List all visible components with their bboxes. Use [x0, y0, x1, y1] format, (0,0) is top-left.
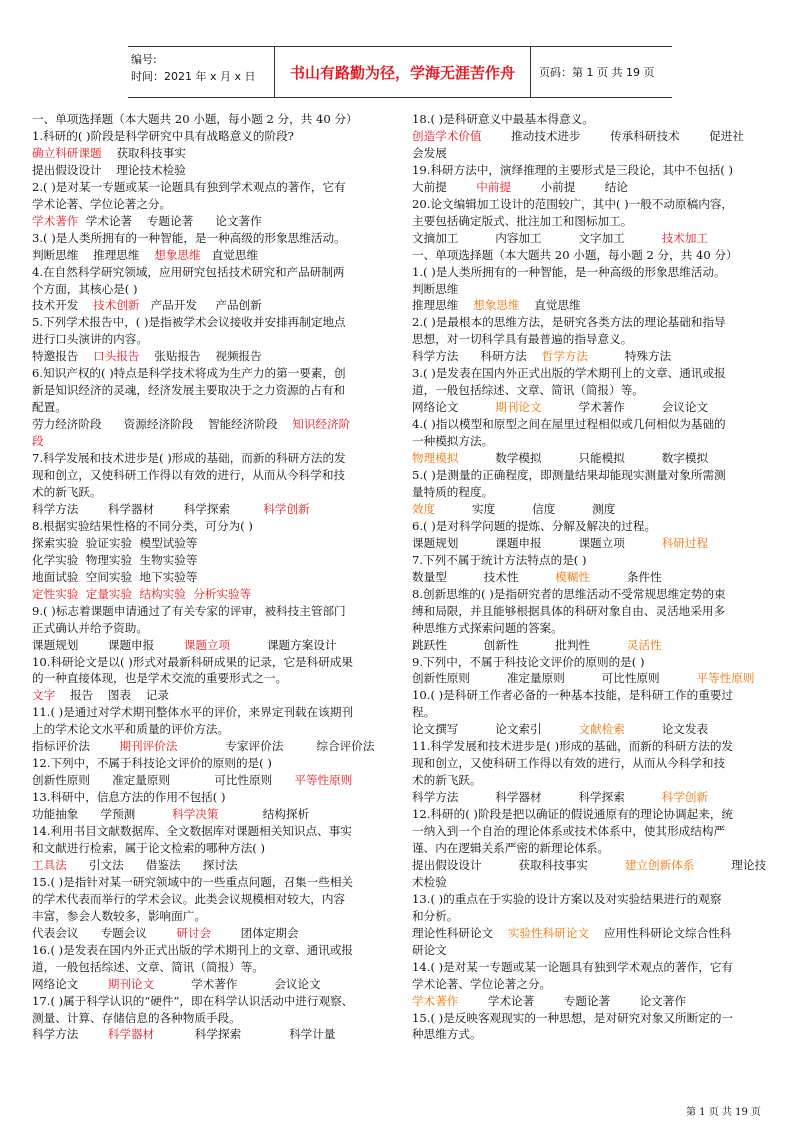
- text-line: 进行口头演讲的内容。: [32, 332, 148, 347]
- text-line: 1.科研的( )阶段是科学研究中具有战略意义的阶段?: [32, 128, 294, 143]
- text-line: 18.( )是科研意义中最基本得意义。: [412, 112, 594, 126]
- text-line: 缚和局限，并且能够根据具体的科研对象自由、灵活地采用多: [412, 603, 726, 618]
- text-line: 4.( )指以模型和原型之间在屋里过程相似或几何相似为基础的: [412, 417, 726, 432]
- text-line: 指标评价法 期刊评价法 专家评价法 综合评价法: [32, 739, 375, 754]
- text-line: 科学方法 科研方法 哲学方法 特殊方法: [412, 349, 672, 364]
- text-line: 一、单项选择题（本大题共 20 小题，每小题 2 分，共 40 分）: [412, 247, 738, 262]
- answer-highlight: 技术创新: [93, 298, 140, 313]
- text-line: 一纳入到一个自治的理论体系或技术体系中，使其形成结构严: [412, 824, 726, 839]
- header-motto: 书山有路勤为径，学海无涯苦作舟: [275, 47, 531, 97]
- text-line: 数量型 技术性 模糊性 条件性: [412, 569, 662, 584]
- answer-highlight: 期刊评价法: [119, 739, 178, 754]
- text-line: 功能抽象 学预测 科学决策 结构探析: [32, 807, 310, 822]
- text-line: 6.知识产权的( )特点是科学技术将成为生产力的第一要素，创: [32, 366, 346, 381]
- left-column: [32, 111, 399, 1043]
- text-line: 文摘加工 内容加工 文字加工 技术加工: [412, 230, 709, 245]
- answer-highlight: 期刊论文: [107, 976, 155, 991]
- text-line: 3.( )是人类所拥有的一种智能，是一种高级的形象思维活动。: [32, 230, 346, 245]
- text-line: 2.( )是最根本的思维方法，是研究各类方法的理论基础和指导: [412, 315, 726, 330]
- text-line: 劳力经济阶段 资源经济阶段 智能经济阶段 知识经济阶: [32, 417, 351, 432]
- text-line: 12.下列中，不属于科技论文评价的原则的是( ): [32, 756, 272, 771]
- text-line: 提出假设设计 获取科技事实 建立创新体系 理论技: [412, 857, 767, 872]
- text-line: 创新性原则 准定量原则 可比性原则 平等性原则: [32, 773, 353, 788]
- text-line: 一、单项选择题（本大题共 20 小题，每小题 2 分，共 40 分）: [32, 112, 358, 126]
- answer-highlight: 建立创新体系: [624, 857, 695, 872]
- answer-highlight: 知识经济阶: [292, 417, 351, 432]
- text-line: 8.创新思维的( )是指研究者的思维活动不受常规思维定势的束: [412, 586, 726, 601]
- answer-highlight: 物理模拟: [412, 451, 459, 466]
- text-line: [32, 586, 399, 603]
- text-line: 学术论著、学位论著之分。: [412, 976, 552, 991]
- text-line: 7.科学发展和技术进步是( )形成的基础，而新的科研方法的发: [32, 451, 346, 466]
- answer-highlight: 定性实验 定量实验 结构实验 分析实验等: [32, 586, 252, 601]
- text-line: 科学方法 科学器材 科学探索 科学计量: [32, 1027, 336, 1042]
- header-meta: [128, 47, 275, 97]
- text-line: 14.利用书目文献数据库、全文数据库对课题相关知识点、事实: [32, 824, 352, 839]
- answer-highlight: 科研过程: [661, 535, 709, 550]
- text-line: 一种模拟方法。: [412, 434, 494, 449]
- text-line: 的学术代表而举行的学术会议。此类会议规模相对较大，内容: [32, 891, 346, 906]
- text-line: 地面试验 空间实验 地下实验等: [32, 569, 198, 584]
- text-line: 7.下列不属于统计方法特点的是( ): [412, 552, 587, 567]
- text-line: 的一种直接体现，也是学术交流的重要形式之一。: [32, 671, 288, 686]
- text-line: 道，一般包括综述、文章、简讯（简报）等。: [412, 383, 644, 398]
- text-line: 16.( )是发表在国内外正式出版的学术期刊上的文章、通讯或报: [32, 942, 354, 957]
- text-line: 术的新飞跃。: [32, 484, 102, 499]
- text-line: 11.科学发展和技术进步是( )形成的基础，而新的科研方法的发: [412, 739, 734, 754]
- text-line: 20.论文编辑加工设计的范围较广，其中( )一般不动原稿内容，: [412, 196, 734, 211]
- answer-highlight: 想象思维: [154, 247, 201, 262]
- text-line: 术的新飞跃。: [412, 773, 482, 788]
- text-line: 17.( )属于科学认识的“硬件”，即在科学认识活动中进行观察、: [32, 993, 354, 1008]
- text-line: 11.( )是通过对学术期刊整体水平的评价，来界定刊载在该期刊: [32, 705, 354, 720]
- text-line: 判断思维: [412, 281, 459, 296]
- answer-highlight: 平等性原则: [294, 773, 353, 788]
- text-line: 9.下列中，不属于科技论文评价的原则的是( ): [412, 654, 645, 669]
- text-line: 丰富，参会人数较多，影响面广。: [32, 908, 206, 923]
- text-line: 13.( )的重点在于实验的设计方案以及对实验结果进行的观察: [412, 891, 722, 906]
- answer-highlight: 技术加工: [661, 230, 709, 245]
- text-line: 配置。: [32, 400, 67, 415]
- text-line: 5.( )是测量的正确程度，即测量结果却能现实测量对象所需测: [412, 468, 726, 483]
- answer-highlight: 段: [32, 434, 44, 449]
- text-line: 谨、内在逻辑关系严密的新理论体系。: [412, 840, 610, 855]
- text-line: 化学实验 物理实验 生物实验等: [32, 552, 198, 567]
- answer-highlight: 科学器材: [107, 1027, 155, 1042]
- answer-highlight: 科学创新: [263, 501, 310, 516]
- text-line: 学术论著、学位论著之分。: [32, 196, 172, 211]
- text-line: 个方面，其核心是( ): [32, 281, 138, 296]
- text-line: 科学方法 科学器材 科学探索 科学创新: [32, 501, 310, 516]
- answer-highlight: 创造学术价值: [412, 128, 482, 143]
- text-line: 科学方法 科学器材 科学探索 科学创新: [412, 790, 709, 805]
- text-line: 6.( )是对科学问题的提炼、分解及解决的过程。: [412, 518, 657, 533]
- text-line: 会发展: [412, 145, 447, 160]
- text-line: 判断思维 推理思维 想象思维 直觉思维: [32, 247, 259, 262]
- document-time-label: 时间：2021 年 x 月 x 日: [131, 70, 256, 83]
- text-line: 5.下列学术报告中，( )是指被学术会议接收并安排再制定地点: [32, 315, 346, 330]
- text-line: 推理思维 想象思维 直觉思维: [412, 298, 581, 313]
- text-line: 13.科研中，信息方法的作用不包括( ): [32, 790, 226, 805]
- text-line: 10.科研论文是以( )形式对最新科研成果的记录，它是科研成果: [32, 654, 354, 669]
- text-line: 理论性科研论文 实验性科研论文 应用性科研论文综合性科: [412, 925, 732, 940]
- text-line: 4.在自然科学研究领域，应用研究包括技术研究和产品研制两: [32, 264, 345, 279]
- answer-highlight: 确立科研课题: [32, 145, 102, 160]
- text-line: [32, 433, 399, 450]
- answer-highlight: 科学创新: [661, 790, 709, 805]
- answer-highlight: 学术著作: [32, 213, 79, 228]
- text-line: 创造学术价值 推动技术进步 传承科研技术 促进社: [412, 128, 744, 143]
- text-line: 技术开发 技术创新 产品开发 产品创新: [32, 298, 262, 313]
- text-line: 提出假设设计 理论技术检验: [32, 162, 186, 177]
- answer-highlight: 课题立项: [183, 637, 231, 652]
- answer-highlight: 工具法: [32, 857, 67, 872]
- right-column: [412, 111, 779, 1043]
- text-line: 探索实验 验证实验 模型试验等: [32, 535, 198, 550]
- text-line: 特邀报告 口头报告 张贴报告 视频报告: [32, 349, 262, 364]
- text-line: 新是知识经济的灵魂，经济发展主要取决于之力资源的占有和: [32, 383, 346, 398]
- text-line: 9.( )标志着课题申请通过了有关专家的评审，被科技主管部门: [32, 603, 346, 618]
- text-line: 1.( )是人类所拥有的一种智能，是一种高级的形象思维活动。: [412, 264, 726, 279]
- text-line: 和分析。: [412, 908, 459, 923]
- answer-highlight: 口头报告: [93, 349, 140, 364]
- page-header: [128, 46, 672, 98]
- text-line: 15.( )是反映客观现实的一种思想，是对研究对象又所断定的一: [412, 1010, 734, 1025]
- page-footer: 第 1 页 共 19 页: [686, 1107, 761, 1118]
- text-line: 种思维方式。: [412, 1027, 482, 1042]
- text-line: 术检验: [412, 874, 447, 889]
- answer-highlight: 效度: [412, 501, 436, 516]
- text-line: 现和创立，又使科研工作得以有效的进行，从而从今科学和技: [412, 756, 726, 771]
- answer-highlight: 学术著作: [412, 993, 459, 1008]
- text-line: 课题规划 课题申报 课题立项 课题方案设计: [32, 637, 337, 652]
- text-line: 主要包括确定版式、批注加工和图标加工。: [412, 213, 633, 228]
- text-line: 工具法 引文法 借鉴法 探讨法: [32, 857, 238, 872]
- text-line: 14.( )是对某一专题或某一论题具有独到学术观点的著作，它有: [412, 959, 734, 974]
- text-line: 2.( )是对某一专题或某一论题具有独到学术观点的著作，它有: [32, 179, 346, 194]
- text-line: 测量、计算、存储信息的各种物质手段。: [32, 1010, 241, 1025]
- text-line: 网络论文 期刊论文 学术著作 会议论文: [32, 976, 321, 991]
- text-line: 代表会议 专题会议 研讨会 团体定期会: [32, 925, 299, 940]
- text-line: 物理模拟 数学模拟 只能模拟 数字模拟: [412, 451, 709, 466]
- text-line: 3.( )是发表在国内外正式出版的学术期刊上的文章、通讯或报: [412, 366, 726, 381]
- answer-highlight: 灵活性: [626, 637, 662, 652]
- text-line: 思想，对一切科学具有最普遍的指导意义。: [412, 332, 633, 347]
- text-line: 研论文: [412, 942, 447, 957]
- answer-highlight: 文献检索: [578, 722, 625, 737]
- answer-highlight: 科学决策: [172, 807, 219, 822]
- text-line: 创新性原则 准定量原则 可比性原则 平等性原则: [412, 671, 755, 686]
- text-line: 正式确认并给予资助。: [32, 620, 148, 635]
- text-line: 效度 实度 信度 测度: [412, 501, 616, 516]
- header-page-label: 页码：第 1 页 共 19 页: [539, 66, 655, 79]
- text-line: 15.( )是指针对某一研究领域中的一些重点问题，召集一些相关: [32, 874, 354, 889]
- text-line: 量特质的程度。: [412, 484, 494, 499]
- text-line: 种思维方式探索问题的答案。: [412, 620, 563, 635]
- text-line: 10.( )是科研工作者必备的一种基本技能，是科研工作的重要过: [412, 688, 734, 703]
- text-line: 学术著作 学术论著 专题论著 论文著作: [32, 213, 262, 228]
- text-line: 和文献进行检索，属于论文检索的哪种方法( ): [32, 840, 266, 855]
- text-line: 19.科研方法中，演绎推理的主要形式是三段论，其中不包括( ): [412, 162, 734, 177]
- text-line: 文字 报告 图表 记录: [32, 688, 169, 703]
- answer-highlight: 模糊性: [555, 569, 591, 584]
- text-line: 程。: [412, 705, 436, 720]
- answer-highlight: 平等性原则: [696, 671, 755, 686]
- text-line: 上的学术论文水平和质量的评价方法。: [32, 722, 230, 737]
- answer-highlight: 想象思维: [473, 298, 520, 313]
- answer-highlight: 期刊论文: [495, 400, 542, 415]
- answer-highlight: 哲学方法: [541, 349, 588, 364]
- answer-highlight: 实验性科研论文: [507, 925, 590, 940]
- text-line: 道，一般包括综述、文章、简讯（简报）等。: [32, 959, 264, 974]
- text-line: 论文撰写 论文索引 文献检索 论文发表: [412, 722, 709, 737]
- text-line: 跳跃性 创新性 批判性 灵活性: [412, 637, 662, 652]
- answer-highlight: 研讨会: [176, 925, 212, 940]
- answer-highlight: 文字: [32, 688, 56, 703]
- text-line: 确立科研课题 获取科技事实: [32, 145, 186, 160]
- text-line: 现和创立，又使科研工作得以有效的进行，从而从今科学和技: [32, 468, 346, 483]
- text-line: 8.根据实验结果性格的不同分类，可分为( ): [32, 518, 253, 533]
- text-line: 网络论文 期刊论文 学术著作 会议论文: [412, 400, 709, 415]
- document-number-label: 编号:: [131, 53, 157, 66]
- answer-highlight: 中前提: [476, 179, 512, 194]
- text-line: 学术著作 学术论著 专题论著 论文著作: [412, 993, 686, 1008]
- text-line: 课题规划 课题申报 课题立项 科研过程: [412, 535, 709, 550]
- text-line: 大前提 中前提 小前提 结论: [412, 179, 628, 194]
- text-line: 12.科研的( )阶段是把以确证的假说通原有的理论协调起来，统: [412, 807, 734, 822]
